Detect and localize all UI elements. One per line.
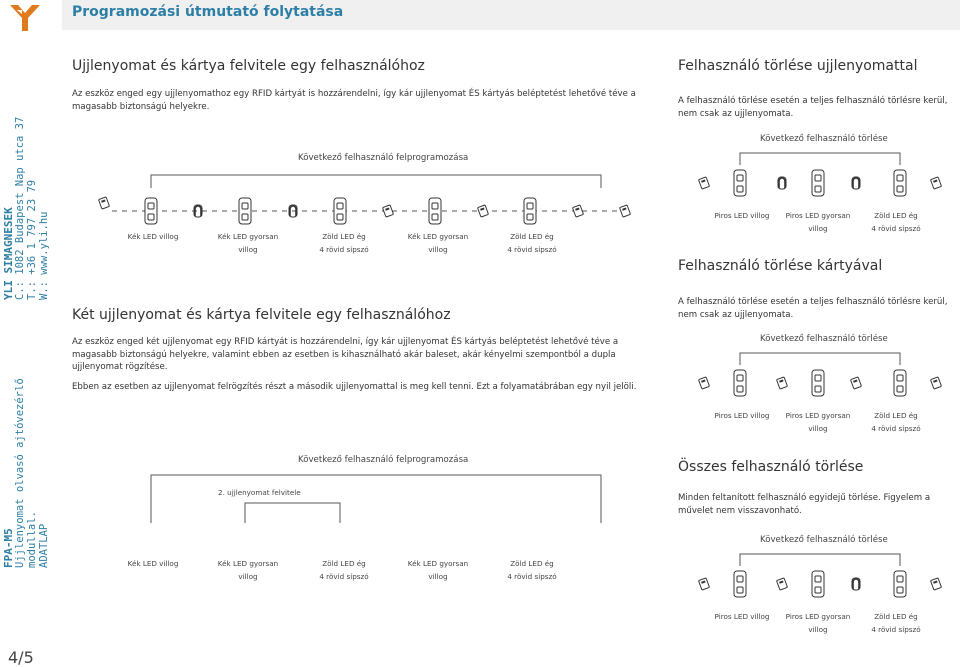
card-icon	[620, 205, 631, 217]
fingerprint-icon	[852, 177, 860, 189]
reader-device-icon	[894, 571, 906, 597]
sidebar-product-line2: modullal.	[26, 511, 38, 568]
section2-label-5: Zöld LED ég 4 rövid sípszó	[507, 559, 557, 581]
card-icon	[931, 177, 942, 189]
section1-label-5: Zöld LED ég 4 rövid sípszó	[507, 232, 557, 254]
card-icon	[383, 205, 394, 217]
card-icon	[699, 578, 710, 590]
section5-diagram-caption: Következő felhasználó törlése	[760, 535, 888, 545]
reader-device-icon	[734, 170, 746, 196]
section2-title: Két ujjlenyomat és kártya felvitele egy felhasználóhoz	[72, 307, 451, 323]
section5-title: Összes felhasználó törlése	[678, 459, 864, 475]
sidebar-address: C.: 1082 Budapest Nap utca 37	[14, 116, 26, 300]
page-title: Programozási útmutató folytatása	[72, 4, 344, 20]
section4-label-3: Zöld LED ég 4 rövid sípszó	[871, 411, 921, 433]
reader-device-icon	[429, 198, 441, 224]
section1-body: Az eszköz enged egy ujjlenyomathoz egy RFID kártyát is hozzárendelni, így kár ujjlenyomat ÉS kártyás beléptetést lehetővé téve a magasabb biztonságú helyekre.	[72, 89, 636, 112]
section4-label-2: Piros LED gyorsan villog	[785, 411, 851, 433]
sidebar-brand: YLI SIMAGNESEK	[2, 207, 15, 300]
section4-icons	[699, 370, 942, 396]
section1-label-1: Kék LED villog	[127, 232, 179, 241]
section2-flow-diagram	[90, 465, 650, 565]
section5-icons	[699, 571, 942, 597]
section2-body1: Az eszköz enged két ujjlenyomat egy RFID kártyát is hozzárendelni, így kár ujjlenyomat ÉS kártyás beléptetést lehetővé téve a magasabb biztonságú helyekre, valamint ebben az esetben is kihasználható akár baleset, akár kényelmi szempontból a dupla ujjlenyomat rögzítése.	[72, 337, 619, 372]
fingerprint-icon	[194, 205, 202, 217]
reader-device-icon	[894, 170, 906, 196]
reader-device-icon	[894, 370, 906, 396]
sidebar-phone: T.: +36 1 797 23 79	[26, 179, 38, 300]
section2-body2: Ebben az esetben az ujjlenyomat felrögzítés részt a második ujjlenyomattal is meg kell tenni. Ezt a folyamatábrában egy nyil jelöli.	[72, 382, 637, 392]
reader-device-icon	[334, 198, 346, 224]
section3-label-2: Piros LED gyorsan villog	[785, 211, 851, 233]
card-icon	[777, 578, 788, 590]
fingerprint-icon	[778, 177, 786, 189]
section4-body: A felhasználó törlése esetén a teljes felhasználó törlésre kerül, nem csak az ujjlenyomata.	[678, 297, 948, 320]
reader-device-icon	[524, 198, 536, 224]
section3-title: Felhasználó törlése ujjlenyomattal	[678, 58, 918, 74]
section2-second-finger-arrow	[245, 503, 340, 523]
section1-title: Ujjlenyomat és kártya felvitele egy felhasználóhoz	[72, 58, 425, 74]
section5-flow-diagram	[690, 546, 950, 606]
fingerprint-icon	[852, 578, 860, 590]
section1-label-2: Kék LED gyorsan villog	[217, 232, 279, 254]
section2-label-1: Kék LED villog	[127, 559, 179, 568]
section2-label-3: Zöld LED ég 4 rövid sípszó	[319, 559, 369, 581]
section5-label-3: Zöld LED ég 4 rövid sípszó	[871, 612, 921, 634]
card-icon	[99, 197, 110, 209]
reader-device-icon	[812, 571, 824, 597]
section5-label-1: Piros LED villog	[714, 612, 770, 621]
reader-device-icon	[734, 571, 746, 597]
section3-diagram-caption: Következő felhasználó törlése	[760, 134, 888, 144]
logo-icon	[8, 3, 42, 33]
section4-diagram-caption: Következő felhasználó törlése	[760, 334, 888, 344]
reader-device-icon	[734, 370, 746, 396]
section2-diagram-caption: Következő felhasználó felprogramozása	[298, 455, 469, 465]
section3-label-1: Piros LED villog	[714, 211, 770, 220]
section3-body: A felhasználó törlése esetén a teljes felhasználó törlésre kerül, nem csak az ujjlenyomata.	[678, 96, 948, 119]
section2-loop-arrow	[151, 475, 601, 523]
section4-label-1: Piros LED villog	[714, 411, 770, 420]
section5-body: Minden feltanított felhasználó egyidejű törlése. Figyelem a művelet nem visszavonható.	[678, 493, 931, 516]
sidebar-web: W.: www.yli.hu	[38, 211, 50, 300]
reader-device-icon	[812, 370, 824, 396]
section5-loop-arrow	[740, 554, 900, 566]
card-icon	[699, 177, 710, 189]
section3-flow-diagram	[690, 145, 950, 205]
section2-label-4: Kék LED gyorsan villog	[407, 559, 469, 581]
section3-icons	[699, 170, 942, 196]
sidebar-product-line3: ADATLAP	[38, 523, 50, 568]
section1-diagram-caption: Következő felhasználó felprogramozása	[298, 153, 469, 163]
card-icon	[478, 205, 489, 217]
card-icon	[777, 377, 788, 389]
section2-label-2: Kék LED gyorsan villog	[217, 559, 279, 581]
section5-label-2: Piros LED gyorsan villog	[785, 612, 851, 634]
section3-loop-arrow	[740, 153, 900, 165]
card-icon	[931, 377, 942, 389]
card-icon	[699, 377, 710, 389]
section4-title: Felhasználó törlése kártyával	[678, 258, 883, 274]
card-icon	[851, 377, 862, 389]
section1-label-4: Kék LED gyorsan villog	[407, 232, 469, 254]
section1-loop-arrow	[151, 175, 601, 188]
section4-flow-diagram	[690, 345, 950, 405]
sidebar-model: FPA-M5	[2, 528, 15, 568]
card-icon	[573, 205, 584, 217]
section4-loop-arrow	[740, 353, 900, 365]
page-number: 4/5	[8, 648, 34, 667]
reader-device-icon	[145, 198, 157, 224]
section2-second-finger-caption: 2. ujjlenyomat felvitele	[218, 488, 301, 497]
section1-icons	[99, 197, 631, 224]
reader-device-icon	[239, 198, 251, 224]
card-icon	[931, 578, 942, 590]
sidebar-product-line1: Ujjlenyomat olvasó ajtóvezérlő	[14, 378, 26, 568]
section3-label-3: Zöld LED ég 4 rövid sípszó	[871, 211, 921, 233]
section1-flow-diagram	[90, 165, 650, 225]
reader-device-icon	[812, 170, 824, 196]
section1-label-3: Zöld LED ég 4 rövid sípszó	[319, 232, 369, 254]
